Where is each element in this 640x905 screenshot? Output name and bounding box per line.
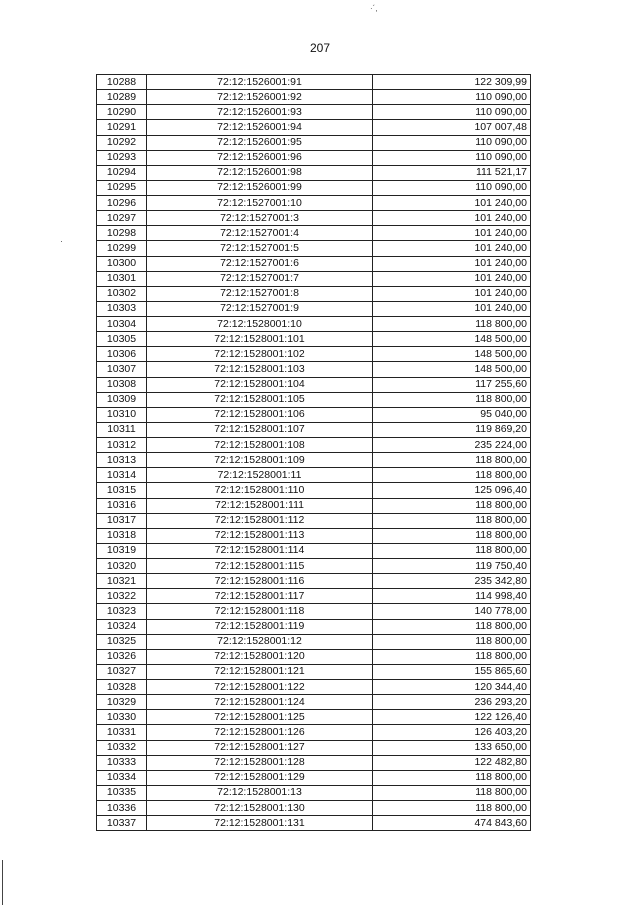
- row-number: 10301: [97, 271, 147, 286]
- table-row: [97, 347, 531, 362]
- cadastral-value: 118 800,00: [373, 468, 531, 483]
- table-row: [97, 317, 531, 332]
- table-row: [97, 332, 531, 347]
- table-row: [97, 755, 531, 770]
- cadastral-value: 110 090,00: [373, 105, 531, 120]
- cadastral-value: 101 240,00: [373, 226, 531, 241]
- cadastral-number: 72:12:1527001:10: [147, 196, 373, 211]
- row-number: 10319: [97, 543, 147, 558]
- table-row: [97, 664, 531, 679]
- row-number: 10322: [97, 589, 147, 604]
- table-row: [97, 301, 531, 316]
- cadastral-value: 101 240,00: [373, 211, 531, 226]
- table-row: [97, 150, 531, 165]
- cadastral-number: 72:12:1528001:101: [147, 332, 373, 347]
- row-number: 10323: [97, 604, 147, 619]
- cadastral-value: 117 255,60: [373, 377, 531, 392]
- cadastral-number: 72:12:1528001:127: [147, 740, 373, 755]
- row-number: 10294: [97, 165, 147, 180]
- cadastral-value: 118 800,00: [373, 317, 531, 332]
- row-number: 10293: [97, 150, 147, 165]
- table-row: [97, 165, 531, 180]
- cadastral-number: 72:12:1528001:110: [147, 483, 373, 498]
- cadastral-number: 72:12:1528001:114: [147, 543, 373, 558]
- cadastral-value: 119 869,20: [373, 422, 531, 437]
- cadastral-number: 72:12:1528001:113: [147, 528, 373, 543]
- table-row: [97, 211, 531, 226]
- table-row: [97, 407, 531, 422]
- cadastral-number: 72:12:1527001:5: [147, 241, 373, 256]
- cadastral-value: 110 090,00: [373, 135, 531, 150]
- cadastral-number: 72:12:1528001:124: [147, 695, 373, 710]
- row-number: 10307: [97, 362, 147, 377]
- cadastral-value: 118 800,00: [373, 543, 531, 558]
- cadastral-value: 101 240,00: [373, 241, 531, 256]
- table-body: [97, 75, 531, 831]
- cadastral-number: 72:12:1528001:107: [147, 422, 373, 437]
- table-row: [97, 75, 531, 90]
- row-number: 10300: [97, 256, 147, 271]
- cadastral-number: 72:12:1528001:116: [147, 574, 373, 589]
- cadastral-number: 72:12:1526001:93: [147, 105, 373, 120]
- cadastral-value: 118 800,00: [373, 498, 531, 513]
- row-number: 10336: [97, 801, 147, 816]
- cadastral-number: 72:12:1526001:91: [147, 75, 373, 90]
- row-number: 10305: [97, 332, 147, 347]
- cadastral-value: 110 090,00: [373, 90, 531, 105]
- table-row: [97, 604, 531, 619]
- table-row: [97, 710, 531, 725]
- cadastral-value: 235 342,80: [373, 574, 531, 589]
- cadastral-value: 118 800,00: [373, 513, 531, 528]
- row-number: 10317: [97, 513, 147, 528]
- table-row: [97, 226, 531, 241]
- row-number: 10295: [97, 180, 147, 195]
- table-row: [97, 377, 531, 392]
- cadastral-value: 118 800,00: [373, 801, 531, 816]
- cadastral-table: [96, 74, 531, 831]
- table-row: [97, 271, 531, 286]
- cadastral-number: 72:12:1528001:128: [147, 755, 373, 770]
- cadastral-value: 107 007,48: [373, 120, 531, 135]
- table-row: [97, 180, 531, 195]
- table-row: [97, 634, 531, 649]
- margin-dot: ·: [60, 236, 63, 246]
- row-number: 10321: [97, 574, 147, 589]
- table-row: [97, 196, 531, 211]
- cadastral-number: 72:12:1528001:112: [147, 513, 373, 528]
- table-row: [97, 574, 531, 589]
- row-number: 10306: [97, 347, 147, 362]
- row-number: 10330: [97, 710, 147, 725]
- row-number: 10335: [97, 785, 147, 800]
- row-number: 10292: [97, 135, 147, 150]
- cadastral-value: 133 650,00: [373, 740, 531, 755]
- table-row: [97, 801, 531, 816]
- cadastral-number: 72:12:1528001:103: [147, 362, 373, 377]
- cadastral-value: 118 800,00: [373, 785, 531, 800]
- row-number: 10318: [97, 528, 147, 543]
- row-number: 10302: [97, 286, 147, 301]
- cadastral-number: 72:12:1528001:11: [147, 468, 373, 483]
- table-row: [97, 362, 531, 377]
- cadastral-number: 72:12:1528001:118: [147, 604, 373, 619]
- cadastral-value: 148 500,00: [373, 347, 531, 362]
- table-row: [97, 649, 531, 664]
- row-number: 10288: [97, 75, 147, 90]
- cadastral-number: 72:12:1528001:106: [147, 407, 373, 422]
- cadastral-value: 95 040,00: [373, 407, 531, 422]
- row-number: 10331: [97, 725, 147, 740]
- cadastral-number: 72:12:1528001:131: [147, 816, 373, 831]
- table-row: [97, 120, 531, 135]
- table-row: [97, 286, 531, 301]
- row-number: 10325: [97, 634, 147, 649]
- row-number: 10332: [97, 740, 147, 755]
- cadastral-value: 114 998,40: [373, 589, 531, 604]
- table-row: [97, 816, 531, 831]
- cadastral-number: 72:12:1528001:130: [147, 801, 373, 816]
- table-row: [97, 725, 531, 740]
- top-scan-mark: ·´,: [370, 4, 378, 13]
- cadastral-number: 72:12:1526001:95: [147, 135, 373, 150]
- cadastral-value: 110 090,00: [373, 180, 531, 195]
- cadastral-number: 72:12:1526001:96: [147, 150, 373, 165]
- cadastral-number: 72:12:1528001:126: [147, 725, 373, 740]
- scan-edge-line: [2, 860, 3, 905]
- row-number: 10316: [97, 498, 147, 513]
- cadastral-value: 118 800,00: [373, 392, 531, 407]
- cadastral-number: 72:12:1528001:105: [147, 392, 373, 407]
- table-row: [97, 438, 531, 453]
- cadastral-value: 101 240,00: [373, 256, 531, 271]
- row-number: 10329: [97, 695, 147, 710]
- cadastral-value: 118 800,00: [373, 528, 531, 543]
- cadastral-value: 118 800,00: [373, 634, 531, 649]
- row-number: 10291: [97, 120, 147, 135]
- table-row: [97, 589, 531, 604]
- cadastral-number: 72:12:1526001:94: [147, 120, 373, 135]
- cadastral-value: 126 403,20: [373, 725, 531, 740]
- cadastral-value: 236 293,20: [373, 695, 531, 710]
- cadastral-number: 72:12:1528001:122: [147, 680, 373, 695]
- cadastral-number: 72:12:1527001:4: [147, 226, 373, 241]
- table-row: [97, 392, 531, 407]
- cadastral-value: 120 344,40: [373, 680, 531, 695]
- cadastral-value: 155 865,60: [373, 664, 531, 679]
- cadastral-value: 474 843,60: [373, 816, 531, 831]
- cadastral-number: 72:12:1528001:108: [147, 438, 373, 453]
- cadastral-value: 140 778,00: [373, 604, 531, 619]
- cadastral-number: 72:12:1528001:125: [147, 710, 373, 725]
- row-number: 10309: [97, 392, 147, 407]
- table-row: [97, 90, 531, 105]
- table-row: [97, 785, 531, 800]
- row-number: 10290: [97, 105, 147, 120]
- row-number: 10313: [97, 453, 147, 468]
- row-number: 10310: [97, 407, 147, 422]
- cadastral-value: 101 240,00: [373, 286, 531, 301]
- table-row: [97, 770, 531, 785]
- row-number: 10334: [97, 770, 147, 785]
- cadastral-value: 110 090,00: [373, 150, 531, 165]
- table-row: [97, 256, 531, 271]
- row-number: 10297: [97, 211, 147, 226]
- table-row: [97, 241, 531, 256]
- cadastral-value: 122 126,40: [373, 710, 531, 725]
- cadastral-number: 72:12:1528001:10: [147, 317, 373, 332]
- row-number: 10320: [97, 559, 147, 574]
- table-row: [97, 135, 531, 150]
- cadastral-value: 118 800,00: [373, 453, 531, 468]
- cadastral-number: 72:12:1528001:109: [147, 453, 373, 468]
- cadastral-value: 101 240,00: [373, 271, 531, 286]
- row-number: 10298: [97, 226, 147, 241]
- table-row: [97, 513, 531, 528]
- cadastral-value: 111 521,17: [373, 165, 531, 180]
- cadastral-number: 72:12:1528001:12: [147, 634, 373, 649]
- cadastral-number: 72:12:1526001:92: [147, 90, 373, 105]
- row-number: 10289: [97, 90, 147, 105]
- table-row: [97, 680, 531, 695]
- cadastral-value: 235 224,00: [373, 438, 531, 453]
- table-row: [97, 422, 531, 437]
- cadastral-number: 72:12:1527001:3: [147, 211, 373, 226]
- table-row: [97, 528, 531, 543]
- table-row: [97, 453, 531, 468]
- table-row: [97, 619, 531, 634]
- row-number: 10312: [97, 438, 147, 453]
- page-number: 207: [309, 41, 331, 55]
- cadastral-number: 72:12:1528001:102: [147, 347, 373, 362]
- cadastral-number: 72:12:1528001:115: [147, 559, 373, 574]
- row-number: 10299: [97, 241, 147, 256]
- cadastral-number: 72:12:1527001:6: [147, 256, 373, 271]
- row-number: 10337: [97, 816, 147, 831]
- cadastral-value: 101 240,00: [373, 196, 531, 211]
- cadastral-number: 72:12:1528001:13: [147, 785, 373, 800]
- cadastral-number: 72:12:1526001:99: [147, 180, 373, 195]
- row-number: 10315: [97, 483, 147, 498]
- cadastral-number: 72:12:1527001:8: [147, 286, 373, 301]
- table-row: [97, 468, 531, 483]
- cadastral-number: 72:12:1528001:129: [147, 770, 373, 785]
- cadastral-number: 72:12:1528001:119: [147, 619, 373, 634]
- table-row: [97, 740, 531, 755]
- cadastral-number: 72:12:1528001:111: [147, 498, 373, 513]
- cadastral-value: 148 500,00: [373, 332, 531, 347]
- cadastral-value: 118 800,00: [373, 770, 531, 785]
- row-number: 10328: [97, 680, 147, 695]
- cadastral-number: 72:12:1527001:9: [147, 301, 373, 316]
- cadastral-value: 125 096,40: [373, 483, 531, 498]
- row-number: 10296: [97, 196, 147, 211]
- table-row: [97, 559, 531, 574]
- table-row: [97, 105, 531, 120]
- cadastral-number: 72:12:1528001:120: [147, 649, 373, 664]
- row-number: 10333: [97, 755, 147, 770]
- row-number: 10308: [97, 377, 147, 392]
- cadastral-number: 72:12:1526001:98: [147, 165, 373, 180]
- row-number: 10303: [97, 301, 147, 316]
- table-row: [97, 498, 531, 513]
- cadastral-value: 122 482,80: [373, 755, 531, 770]
- row-number: 10314: [97, 468, 147, 483]
- row-number: 10304: [97, 317, 147, 332]
- row-number: 10326: [97, 649, 147, 664]
- cadastral-number: 72:12:1528001:117: [147, 589, 373, 604]
- cadastral-number: 72:12:1527001:7: [147, 271, 373, 286]
- table-row: [97, 543, 531, 558]
- cadastral-number: 72:12:1528001:104: [147, 377, 373, 392]
- table-row: [97, 483, 531, 498]
- cadastral-value: 118 800,00: [373, 619, 531, 634]
- cadastral-value: 101 240,00: [373, 301, 531, 316]
- cadastral-value: 148 500,00: [373, 362, 531, 377]
- table-row: [97, 695, 531, 710]
- row-number: 10327: [97, 664, 147, 679]
- row-number: 10324: [97, 619, 147, 634]
- row-number: 10311: [97, 422, 147, 437]
- cadastral-value: 118 800,00: [373, 649, 531, 664]
- cadastral-number: 72:12:1528001:121: [147, 664, 373, 679]
- cadastral-value: 122 309,99: [373, 75, 531, 90]
- cadastral-value: 119 750,40: [373, 559, 531, 574]
